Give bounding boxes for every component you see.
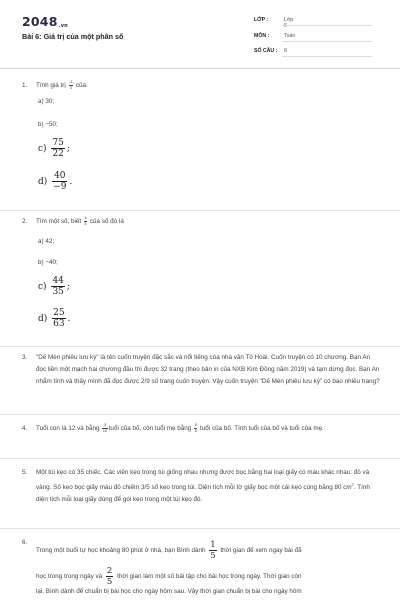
lesson-title: Bài 6: Giá trị của một phân số bbox=[22, 32, 124, 41]
question-text-part: Một túi kẹo có 35 chiếc. Các viên kẹo trong túi giống nhau nhưng được bọc bằng hai loại giấy có màu khác nhau: đỏ và vàng. Số kẹo bọc giấy màu đỏ chiếm 3/5 số kẹo trong túi. Diện tích mỗi tờ giấy bọc một cái kẹo cùng bằng 80 bbox=[36, 469, 370, 492]
question-text-part: thời gian làm một số bài tập cho bài học trong ngày. Thời gian còn bbox=[117, 573, 302, 581]
site-logo[interactable] bbox=[22, 14, 68, 29]
option-punct: . bbox=[69, 177, 73, 187]
fraction bbox=[102, 423, 107, 433]
meta-count-label: SỐ CÂU : bbox=[254, 48, 278, 54]
question-6-line-2 bbox=[36, 566, 302, 587]
question-number: 2. bbox=[22, 218, 28, 225]
question-text-part: học trong trong ngày và bbox=[36, 573, 103, 581]
question-text-part: tuổi của bố, còn tuổi mẹ bằng bbox=[108, 425, 192, 432]
fraction-denominator: 22 bbox=[52, 149, 64, 159]
fraction-denominator: −9 bbox=[53, 182, 67, 192]
meta-class-label: LỚP : bbox=[254, 17, 269, 23]
fraction-denominator: 6 bbox=[194, 427, 197, 433]
fraction-numerator: -1 bbox=[69, 79, 73, 85]
fraction bbox=[51, 138, 64, 159]
question-text bbox=[36, 467, 381, 506]
logo-domain: .vn bbox=[58, 23, 68, 29]
option-label: c) bbox=[38, 144, 47, 154]
fraction-numerator: 44 bbox=[52, 276, 64, 286]
question-text: "Dế Mèn phiêu lưu ký" là tên cuốn truyện đặc sắc và nổi tiếng của nhà văn Tô Hoài. Cuốn truyện có 10 chương. Bạn An đọc liền một mạch hai chương đầu thì được 32 trang (theo bản in của NXB Kim Đồng năm 2019) và tạm dừng đọc. Bạn An nhẩm tính và thấy mình đã đọc được 2/9 số trang cuốn truyện. Vậy cuốn truyện "Dế Mèn phiêu lưu ký" có bao nhiêu trang? bbox=[36, 354, 380, 385]
fraction-denominator: 63 bbox=[53, 319, 65, 329]
meta-count-underline bbox=[282, 56, 372, 57]
question-text-part: Tuổi con là 12 và bằng bbox=[36, 425, 100, 432]
option-a: a) 42; bbox=[38, 238, 55, 245]
meta-subject-label: MÔN : bbox=[254, 33, 270, 39]
option-label: d) bbox=[38, 177, 48, 187]
question-number: 4. bbox=[22, 425, 28, 432]
question-6-line-3: lại, Bình dành để chuẩn bị bài học cho ngày hôm sau. Vậy thời gian chuẩn bị bài cho ngày hôm bbox=[36, 588, 302, 595]
fraction-numerator: 3 bbox=[103, 422, 107, 428]
header-divider bbox=[0, 68, 400, 69]
fraction-numerator: 25 bbox=[53, 308, 65, 318]
question-text-part: . Tính diện tích mỗi loại giấy dùng để gói kẹo trong một túi kẹo đó. bbox=[36, 484, 370, 504]
option-b: b) −40; bbox=[38, 259, 58, 266]
fraction bbox=[194, 423, 197, 433]
worksheet-header bbox=[0, 0, 400, 68]
fraction-denominator: 35 bbox=[52, 287, 64, 297]
question-number: 5. bbox=[22, 469, 28, 476]
unit-text: cm bbox=[343, 484, 352, 492]
question-divider bbox=[0, 414, 400, 415]
unit-exponent: 2 bbox=[351, 482, 354, 487]
question-text-part: Tìm một số, biết bbox=[36, 218, 82, 225]
fraction-denominator: 5 bbox=[210, 551, 216, 561]
option-d bbox=[38, 171, 72, 192]
unit bbox=[343, 484, 354, 491]
question-text-part: tuổi của bố. Tính tuổi của bố và tuổi của mẹ. bbox=[200, 425, 324, 432]
question-text-part: Trong một buổi tự học khoảng 80 phút ở nhà, bạn Bình dành bbox=[36, 547, 206, 555]
fraction bbox=[52, 171, 67, 192]
question-text bbox=[36, 216, 381, 228]
fraction-numerator: 4 bbox=[84, 215, 87, 221]
fraction-numerator: 2 bbox=[106, 566, 113, 576]
question-text bbox=[36, 423, 381, 435]
question-divider bbox=[0, 528, 400, 529]
question-text bbox=[36, 80, 381, 92]
meta-count-value: 8 bbox=[284, 48, 287, 54]
option-b: b) −50; bbox=[38, 121, 58, 128]
option-punct: ; bbox=[66, 282, 70, 292]
option-c bbox=[38, 276, 70, 297]
fraction-numerator: 75 bbox=[52, 138, 64, 148]
fraction-denominator: 10 bbox=[102, 427, 108, 433]
meta-class-value: Lớp 6 bbox=[284, 17, 294, 29]
fraction bbox=[84, 216, 87, 226]
fraction-denominator: 3 bbox=[69, 84, 72, 90]
question-text-part: thời gian để xem ngay bài đã bbox=[220, 547, 302, 555]
fraction bbox=[51, 276, 64, 297]
question-number: 1. bbox=[22, 82, 28, 89]
option-punct: ; bbox=[66, 144, 70, 154]
question-number: 6. bbox=[22, 539, 28, 546]
option-a: a) 30; bbox=[38, 98, 55, 105]
question-divider bbox=[0, 210, 400, 211]
option-label: c) bbox=[38, 282, 47, 292]
meta-class-underline bbox=[282, 25, 372, 26]
option-label: d) bbox=[38, 314, 48, 324]
fraction-denominator: 5 bbox=[106, 577, 113, 587]
logo-number: 2048 bbox=[22, 14, 58, 29]
option-punct: . bbox=[67, 314, 71, 324]
question-text-part: của: bbox=[75, 82, 88, 89]
fraction bbox=[106, 566, 113, 587]
question-divider bbox=[0, 458, 400, 459]
fraction bbox=[69, 80, 74, 90]
fraction-numerator: 5 bbox=[194, 422, 197, 428]
question-text-part: của số đó là bbox=[89, 218, 124, 225]
question-divider bbox=[0, 346, 400, 347]
fraction-numerator: 40 bbox=[54, 171, 66, 181]
option-c bbox=[38, 138, 70, 159]
meta-subject-underline bbox=[282, 41, 372, 42]
option-d bbox=[38, 308, 70, 329]
fraction-denominator: 5 bbox=[84, 220, 87, 226]
fraction bbox=[52, 308, 65, 329]
meta-subject-value: Toán bbox=[284, 33, 296, 39]
question-text-part: Tính giá trị bbox=[36, 82, 66, 89]
question-6-line-1 bbox=[36, 540, 302, 561]
fraction bbox=[209, 540, 216, 561]
question-number: 3. bbox=[22, 354, 28, 361]
fraction-numerator: 1 bbox=[210, 540, 216, 550]
